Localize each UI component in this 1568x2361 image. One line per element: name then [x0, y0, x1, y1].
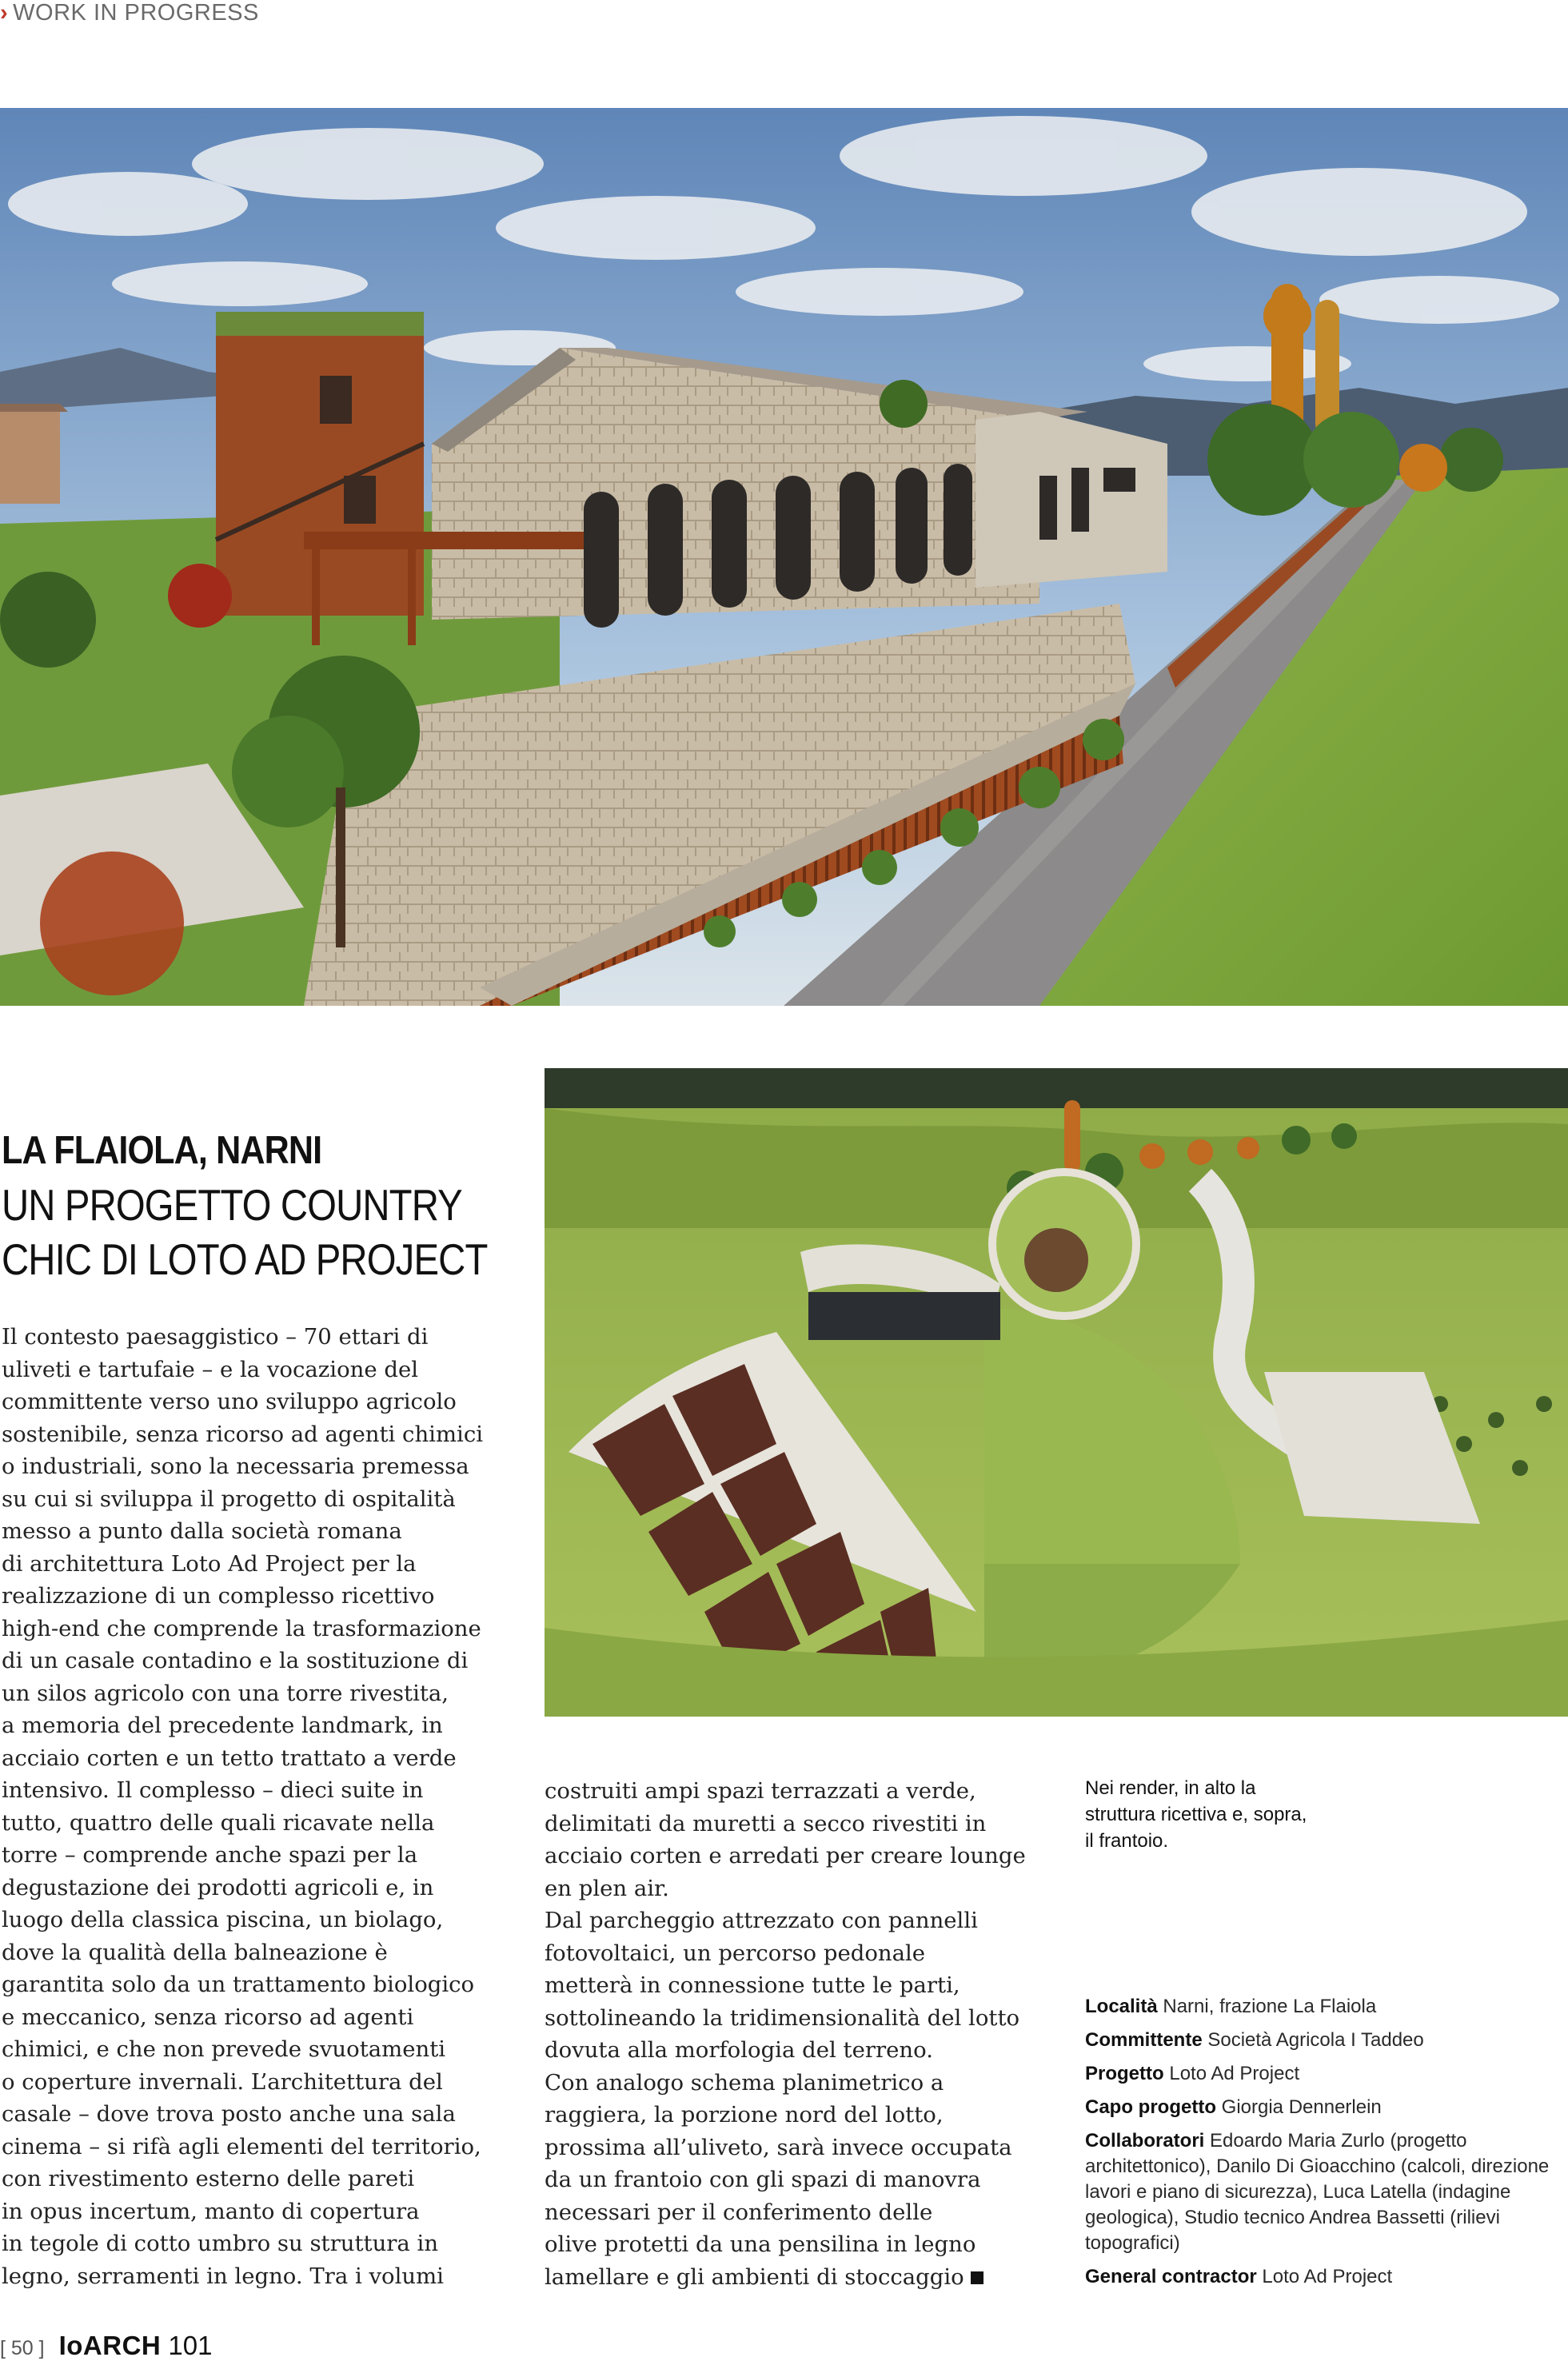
body-line: intensivo. Il complesso – dieci suite in: [2, 1777, 424, 1803]
body-line: fotovoltaici, un percorso pedonale: [545, 1940, 926, 1966]
body-line: realizzazione di un complesso ricettivo: [2, 1583, 435, 1609]
body-line: sostenibile, senza ricorso ad agenti chimici: [2, 1421, 484, 1447]
body-line: committente verso uno sviluppo agricolo: [2, 1389, 457, 1414]
credit-value: Narni, frazione La Flaiola: [1163, 1996, 1377, 2017]
credit-value: Loto Ad Project: [1262, 2266, 1393, 2287]
body-line: degustazione dei prodotti agricoli e, in: [2, 1874, 434, 1900]
credit-value: Società Agricola I Taddeo: [1207, 2029, 1424, 2051]
body-line: raggiera, la porzione nord del lotto,: [545, 2102, 944, 2128]
body-line: con rivestimento esterno delle pareti: [2, 2166, 415, 2192]
credit-lead: [1085, 2095, 1568, 2120]
credit-collaborators: [1085, 2128, 1568, 2256]
body-column-1: [2, 1321, 513, 2292]
chevron-right-icon: ›: [0, 0, 9, 26]
body-line-last: [545, 2261, 1064, 2294]
end-mark-icon: [971, 2271, 983, 2284]
body-line: a memoria del precedente landmark, in: [2, 1713, 443, 1738]
credit-label: Committente: [1085, 2029, 1203, 2051]
page-number: [ 50 ]: [0, 2337, 45, 2359]
body-line-text: lamellare e gli ambienti di stoccaggio: [545, 2263, 964, 2290]
magazine-name: IoARCH: [58, 2331, 162, 2360]
body-line: necessari per il conferimento delle: [545, 2199, 933, 2225]
body-line: acciaio corten e arredati per creare lounge: [545, 1843, 1026, 1868]
body-line: cinema – si rifà agli elementi del territorio,: [2, 2133, 481, 2160]
body-line: o industriali, sono la necessaria premessa: [2, 1454, 469, 1479]
body-line: legno, serramenti in legno. Tra i volumi: [2, 2263, 444, 2289]
caption-line: Nei render, in alto la: [1085, 1777, 1256, 1799]
body-line: in tegole di cotto umbro su struttura in: [2, 2231, 439, 2256]
section-tag: [0, 0, 259, 26]
credit-contractor: [1085, 2264, 1568, 2290]
body-line: dove la qualità della balneazione è: [2, 1939, 388, 1965]
credit-label: Località: [1085, 1996, 1158, 2017]
body-line: messo a punto dalla società romana: [2, 1518, 402, 1544]
body-line: torre – comprende anche spazi per la: [2, 1842, 418, 1868]
body-line: Il contesto paesaggistico – 70 ettari di: [2, 1324, 429, 1350]
body-line: Con analogo schema planimetrico a: [545, 2069, 944, 2096]
body-line: delimitati da muretti a secco rivestiti in: [545, 1810, 987, 1837]
credit-value: Edoardo Maria Zurlo (progetto architettonico), Danilo Di Gioacchino (calcoli, direzione lavori e piano di sicurezza), Luca Latella (indagine geologica), Studio tecnico Andrea Bassetti (rilievi topografici): [1085, 2130, 1550, 2254]
credit-client: [1085, 2028, 1568, 2053]
credit-value: Giorgia Dennerlein: [1221, 2096, 1382, 2118]
body-column-2: [545, 1775, 1064, 2293]
body-line: garantita solo da un trattamento biologico: [2, 1972, 475, 1997]
image-caption: [1085, 1775, 1349, 1854]
caption-line: il frantoio.: [1085, 1830, 1169, 1852]
issue-number: 101: [168, 2331, 213, 2360]
body-line: luogo della classica piscina, un biolago,: [2, 1907, 444, 1932]
page-footer: [0, 2331, 212, 2361]
title-line-1: LA FLAIOLA, NARNI: [2, 1129, 322, 1172]
body-line: tutto, quattro delle quali ricavate nella: [2, 1809, 435, 1836]
credit-label: Collaboratori: [1085, 2130, 1205, 2152]
credit-value: Loto Ad Project: [1169, 2063, 1300, 2084]
credit-label: General contractor: [1085, 2266, 1257, 2287]
body-line: di un casale contadino e la sostituzione di: [2, 1648, 469, 1673]
caption-line: struttura ricettiva e, sopra,: [1085, 1804, 1307, 1825]
top-render: [0, 108, 1568, 1006]
title-line-2: UN PROGETTO COUNTRY: [2, 1180, 462, 1230]
body-line: in opus incertum, manto di copertura: [2, 2198, 420, 2224]
body-line: sottolineando la tridimensionalità del lotto: [545, 2004, 1020, 2031]
body-line: un silos agricolo con una torre rivestita,: [2, 1680, 449, 1706]
body-line: olive protetti da una pensilina in legno: [545, 2231, 976, 2257]
credit-project: [1085, 2061, 1568, 2087]
credit-label: Capo progetto: [1085, 2096, 1216, 2118]
body-line: o coperture invernali. L’architettura del: [2, 2068, 443, 2095]
project-credits: [1085, 1994, 1568, 2298]
body-line: e meccanico, senza ricorso ad agenti: [2, 2004, 414, 2030]
body-line: high-end che comprende la trasformazione: [2, 1615, 481, 1641]
body-line: casale – dove trova posto anche una sala: [2, 2101, 456, 2127]
body-line: costruiti ampi spazi terrazzati a verde,: [545, 1778, 976, 1804]
body-line: su cui si sviluppa il progetto di ospitalità: [2, 1486, 456, 1512]
body-line: di architettura Loto Ad Project per la: [2, 1550, 417, 1577]
body-line: chimici, e che non prevede svuotamenti: [2, 2036, 446, 2062]
body-line: acciaio corten e un tetto trattato a verde: [2, 1745, 457, 1771]
bottom-render: [545, 1068, 1568, 1717]
section-title: WORK IN PROGRESS: [13, 0, 259, 26]
article-title: [2, 1123, 513, 1286]
body-line: prossima all’uliveto, sarà invece occupata: [545, 2134, 1012, 2160]
body-line: en plen air.: [545, 1875, 669, 1901]
body-line: da un frantoio con gli spazi di manovra: [545, 2167, 981, 2192]
credit-location: [1085, 1994, 1568, 2020]
body-line: uliveti e tartufaie – e la vocazione del: [2, 1356, 419, 1382]
credit-label: Progetto: [1085, 2063, 1164, 2084]
title-line-3: CHIC DI LOTO AD PROJECT: [2, 1234, 488, 1284]
body-line: dovuta alla morfologia del terreno.: [545, 2037, 933, 2063]
body-line: metterà in connessione tutte le parti,: [545, 1972, 960, 1998]
body-line: Dal parcheggio attrezzato con pannelli: [545, 1908, 978, 1933]
